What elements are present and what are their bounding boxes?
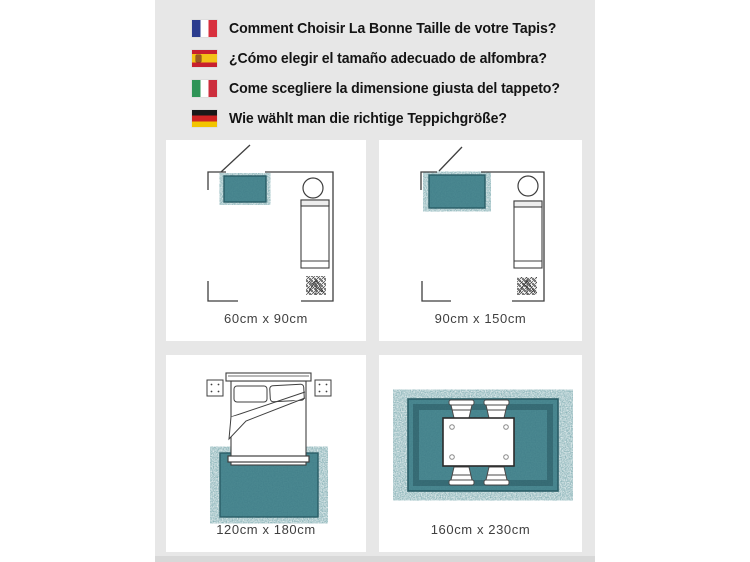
daybed <box>514 201 542 268</box>
size-label: 60cm x 90cm <box>224 311 308 326</box>
italy-flag-icon <box>192 80 217 97</box>
title-spanish: ¿Cómo elegir el tamaño adecuado de alfombra? <box>229 49 547 67</box>
door-swing <box>221 145 250 172</box>
side-table <box>303 178 323 198</box>
size-label: 90cm x 150cm <box>434 311 527 326</box>
title-italian: Come scegliere la dimensione giusta del tappeto? <box>229 79 560 97</box>
header-row-german <box>192 103 581 133</box>
france-flag-icon <box>192 20 217 37</box>
plant-icon <box>517 277 537 295</box>
title-french: Comment Choisir La Bonne Taille de votre Tapis? <box>229 19 557 37</box>
size-label: 120cm x 180cm <box>216 522 316 537</box>
bottom-edge-shadow <box>155 556 595 562</box>
header <box>192 13 581 133</box>
panel-bedroom-medium-rug <box>379 140 582 341</box>
germany-flag-icon <box>192 110 217 127</box>
daybed <box>301 200 329 268</box>
rug <box>429 175 485 208</box>
side-table <box>518 176 538 196</box>
plant-icon <box>306 276 326 295</box>
footboard <box>228 456 309 462</box>
panel-dining-rug <box>379 355 582 552</box>
spain-emblem <box>196 55 201 62</box>
spain-flag-icon <box>192 50 217 67</box>
panel-bedroom-small-rug <box>166 140 366 341</box>
header-row-italian <box>192 73 581 103</box>
rug <box>224 176 266 202</box>
title-german: Wie wählt man die richtige Teppichgröße? <box>229 109 507 127</box>
size-label: 160cm x 230cm <box>430 522 531 537</box>
header-row-french <box>192 13 581 43</box>
header-row-spanish <box>192 43 581 73</box>
door-swing <box>439 147 462 171</box>
headboard <box>226 373 311 381</box>
panel-bed-rug <box>166 355 366 552</box>
